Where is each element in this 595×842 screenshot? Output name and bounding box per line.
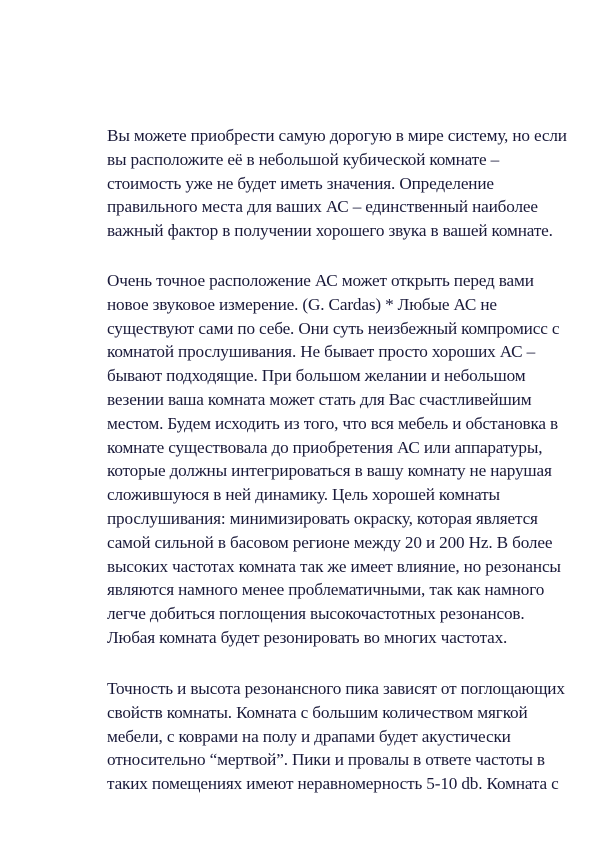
text-line: которые должны интегрироваться в вашу комнату не нарушая	[107, 461, 552, 481]
text-line: высоких частотах комната так же имеет влияние, но резонансы	[107, 556, 561, 576]
text-line: стоимость уже не будет иметь значения. Определение	[107, 173, 494, 193]
text-line: везении ваша комната может стать для Вас счастливейшим	[107, 389, 532, 409]
text-line: таких помещениях имеют неравномерность 5-10 db. Комната с	[107, 774, 559, 794]
text-line: самой сильной в басовом регионе между 20 и 200 Hz. В более	[107, 532, 553, 552]
text-line: являются намного менее проблематичными, так как намного	[107, 580, 545, 600]
text-line: правильного места для ваших АС – единственный наиболее	[107, 197, 538, 217]
text-line: легче добиться поглощения высокочастотных резонансов.	[107, 604, 525, 624]
text-line: сложившуюся в ней динамику. Цель хорошей комнаты	[107, 485, 500, 505]
text-line: бывают подходящие. При большом желании и небольшом	[107, 366, 526, 386]
text-line: Очень точное расположение АС может открыть перед вами	[107, 271, 534, 290]
text-line: Точность и высота резонансного пика зависят от поглощающих	[107, 679, 565, 698]
text-line: вы расположите её в небольшой кубической комнате –	[107, 149, 500, 169]
text-line: существуют сами по себе. Они суть неизбежный компромисс с	[107, 318, 560, 338]
text-line: новое звуковое измерение. (G. Cardas) * Любые АС не	[107, 294, 497, 314]
text-line: относительно “мертвой”. Пики и провалы в ответе частоты в	[107, 750, 545, 770]
text-line: местом. Будем исходить из того, что вся мебель и обстановка в	[107, 413, 559, 433]
paragraph-2	[107, 269, 561, 650]
text-line: Вы можете приобрести самую дорогую в мире систему, но если	[107, 126, 567, 145]
text-line: мебели, с коврами на полу и драпами будет акустически	[107, 726, 511, 746]
paragraph-1	[107, 124, 567, 243]
text-line: комнатой прослушивания. Не бывает просто хороших АС –	[107, 342, 536, 362]
text-line: прослушивания: минимизировать окраску, которая является	[107, 508, 538, 528]
text-line: Любая комната будет резонировать во многих частотах.	[107, 627, 508, 647]
paragraph-3	[107, 677, 565, 796]
text-line: свойств комнаты. Комната с большим количеством мягкой	[107, 702, 528, 722]
text-line: комнате существовала до приобретения АС или аппаратуры,	[107, 437, 543, 457]
text-line: важный фактор в получении хорошего звука в вашей комнате.	[107, 221, 553, 241]
